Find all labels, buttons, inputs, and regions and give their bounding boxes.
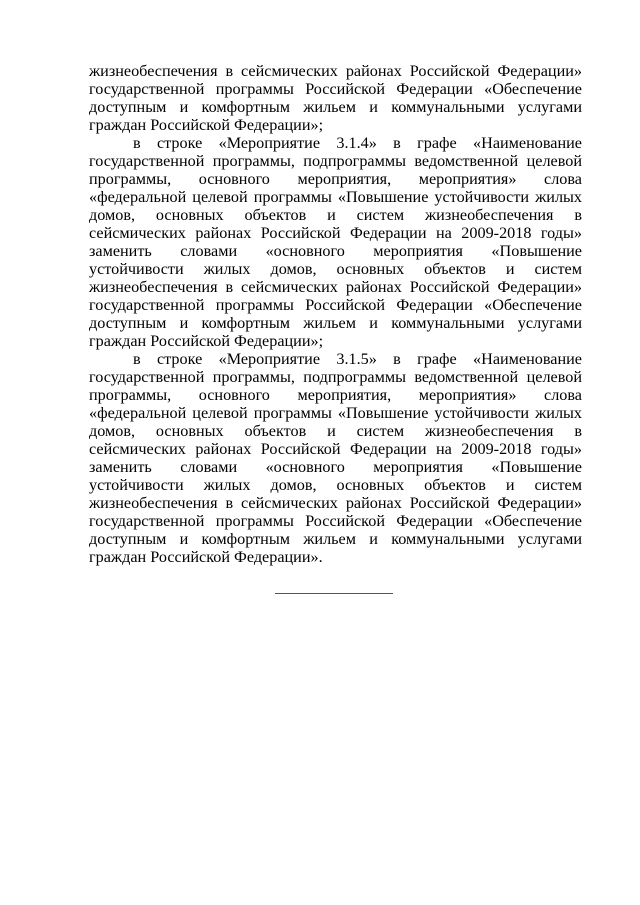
document-body [89,62,582,566]
end-separator-line [275,593,393,594]
paragraph-measure-3-1-5: в строке «Мероприятие 3.1.5» в графе «Наименование государственной программы, подпрограммы ведомственной целевой программы, основного мероприятия, мероприятия» слова «федеральной целевой программы «Повышение устойчивости жилых домов, основных объектов и систем жизнеобеспечения в сейсмических районах Российской Федерации на 2009-2018 годы» заменить словами «основного мероприятия «Повышение устойчивости жилых домов, основных объектов и систем жизнеобеспечения в сейсмических районах Российской Федерации» государственной программы Российской Федерации «Обеспечение доступным и комфортным жильем и коммунальными услугами граждан Российской Федерации». [89,350,582,566]
paragraph-measure-3-1-4: в строке «Мероприятие 3.1.4» в графе «Наименование государственной программы, подпрограммы ведомственной целевой программы, основного мероприятия, мероприятия» слова «федеральной целевой программы «Повышение устойчивости жилых домов, основных объектов и систем жизнеобеспечения в сейсмических районах Российской Федерации на 2009-2018 годы» заменить словами «основного мероприятия «Повышение устойчивости жилых домов, основных объектов и систем жизнеобеспечения в сейсмических районах Российской Федерации» государственной программы Российской Федерации «Обеспечение доступным и комфортным жильем и коммунальными услугами граждан Российской Федерации»; [89,134,582,350]
paragraph-continuation: жизнеобеспечения в сейсмических районах Российской Федерации» государственной программы Российской Федерации «Обеспечение доступным и комфортным жильем и коммунальными услугами граждан Российской Федерации»; [89,62,582,134]
